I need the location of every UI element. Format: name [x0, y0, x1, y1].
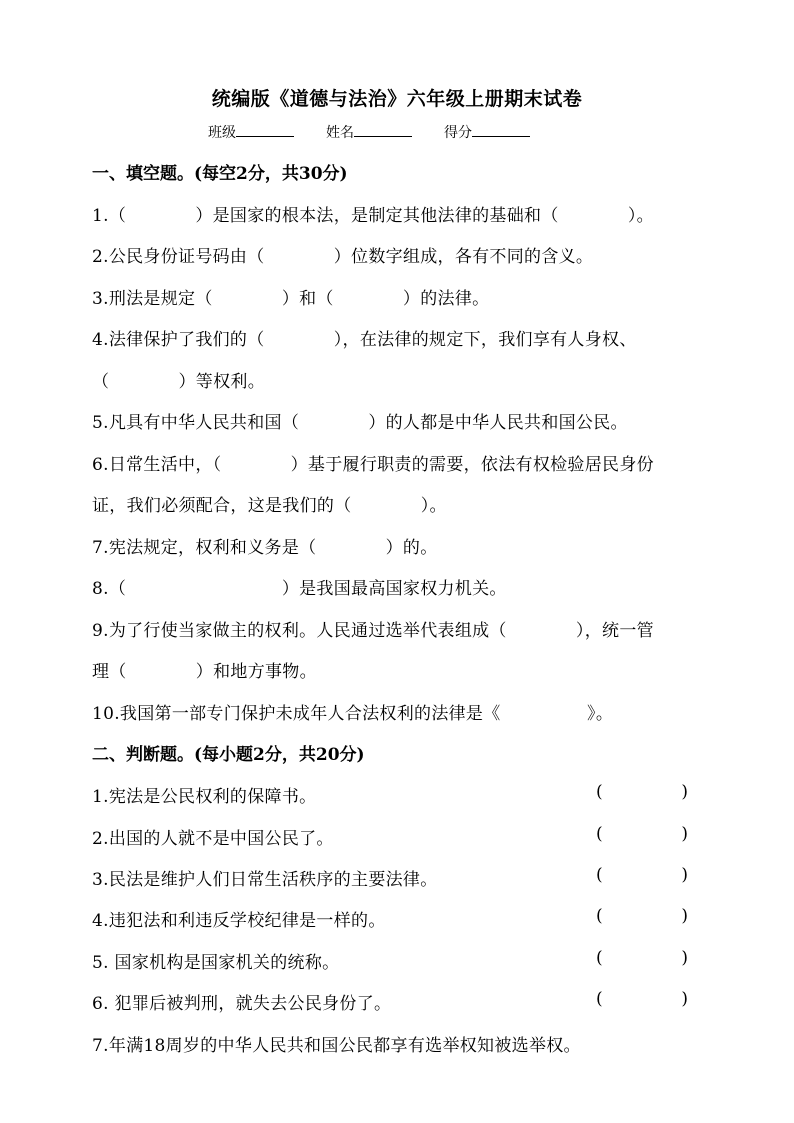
class-blank[interactable] [236, 124, 294, 137]
score-blank[interactable] [472, 124, 530, 137]
judgement-item: 5. 国家机构是国家机关的统称。 [92, 953, 340, 973]
question-line: 理（ ）和地方事物。 [92, 662, 317, 682]
name-blank[interactable] [354, 124, 412, 137]
question-line: 7.宪法规定，权利和义务是（ ）的。 [92, 538, 438, 558]
name-label: 姓名 [326, 125, 354, 141]
judgement-item: 7.年满18周岁的中华人民共和国公民都享有选举权知被选举权。 [92, 1036, 581, 1056]
exam-title: 统编版《道德与法治》六年级上册期末试卷 [211, 88, 583, 110]
section-heading-fill-in: 一、填空题。(每空2分，共30分) [92, 164, 348, 184]
exam-page: 统编版《道德与法治》六年级上册期末试卷 班级 姓名 得分 一、填空题。(每空2分，共30分) 1.（ ）是国家的根本法，是制定其他法律的基础和（ ）。 2.公民身份证号码由（ ）位数字组成，各有不同的含义。 3.刑法是规定（ ）和（ ）的法律。 4.法律保护了我们的（ ），在法律的规定下，我们享有人身权、 （ ）等权利。 5.凡具有中华人民共和国（ ）的人都是中华人民共和国公民。 6.日常生活中，（ ）基于履行职责的需要，依法有权检验居民身份 证，我们必须配合，这是我们的（ ）。 7.宪法规定，权利和义务是（ ）的。 8.（ ）是我国最高国家权力机关。 9.为了行使当家做主的权利。人民通过选举代表组成（ ），统一管 理（ ）和地方事物。 10.我国第一部专门保护未成年人合法权利的法律是《 》。 二、判断题。(每小题2分，共20分) 1.宪法是公民权利的保障书。 ( ) 2.出国的人就不是中国公民了。 ( ) 3.民法是维护人们日常生活秩序的主要法律。 ( ) 4.违犯法和利违反学校纪律是一样的。 ( ) 5. 国家机构是国家机关的统称。 ( ) 6. 犯罪后被判刑，就失去公民身份了。 ( ) 7.年满18周岁的中华人民共和国公民都享有选举权知被选举权。 [0, 0, 794, 1123]
question-line: 6.日常生活中，（ ）基于履行职责的需要，依法有权检验居民身份 [92, 455, 654, 475]
judgement-item: 2.出国的人就不是中国公民了。 [92, 829, 334, 849]
question-line: 3.刑法是规定（ ）和（ ）的法律。 [92, 289, 490, 309]
judgement-item: 3.民法是维护人们日常生活秩序的主要法律。 [92, 870, 438, 890]
question-line: 2.公民身份证号码由（ ）位数字组成，各有不同的含义。 [92, 247, 594, 267]
class-field[interactable] [208, 122, 294, 142]
question-line: （ ）等权利。 [92, 372, 265, 392]
score-label: 得分 [444, 125, 472, 141]
judgement-item: 4.违犯法和利违反学校纪律是一样的。 [92, 911, 386, 931]
question-line: 证，我们必须配合，这是我们的（ ）。 [92, 496, 447, 516]
name-field[interactable] [326, 122, 412, 142]
question-line: 9.为了行使当家做主的权利。人民通过选举代表组成（ ），统一管 [92, 621, 654, 641]
judgement-item: 1.宪法是公民权利的保障书。 [92, 787, 317, 807]
section-heading-true-false: 二、判断题。(每小题2分，共20分) [92, 745, 365, 765]
question-line: 4.法律保护了我们的（ ），在法律的规定下，我们享有人身权、 [92, 330, 637, 350]
class-label: 班级 [208, 125, 236, 141]
question-line: 5.凡具有中华人民共和国（ ）的人都是中华人民共和国公民。 [92, 413, 628, 433]
question-line: 8.（ ）是我国最高国家权力机关。 [92, 579, 507, 599]
score-field[interactable] [444, 122, 530, 142]
judgement-item: 6. 犯罪后被判刑，就失去公民身份了。 [92, 994, 392, 1014]
question-line: 1.（ ）是国家的根本法，是制定其他法律的基础和（ ）。 [92, 206, 654, 226]
question-line: 10.我国第一部专门保护未成年人合法权利的法律是《 》。 [92, 704, 614, 724]
